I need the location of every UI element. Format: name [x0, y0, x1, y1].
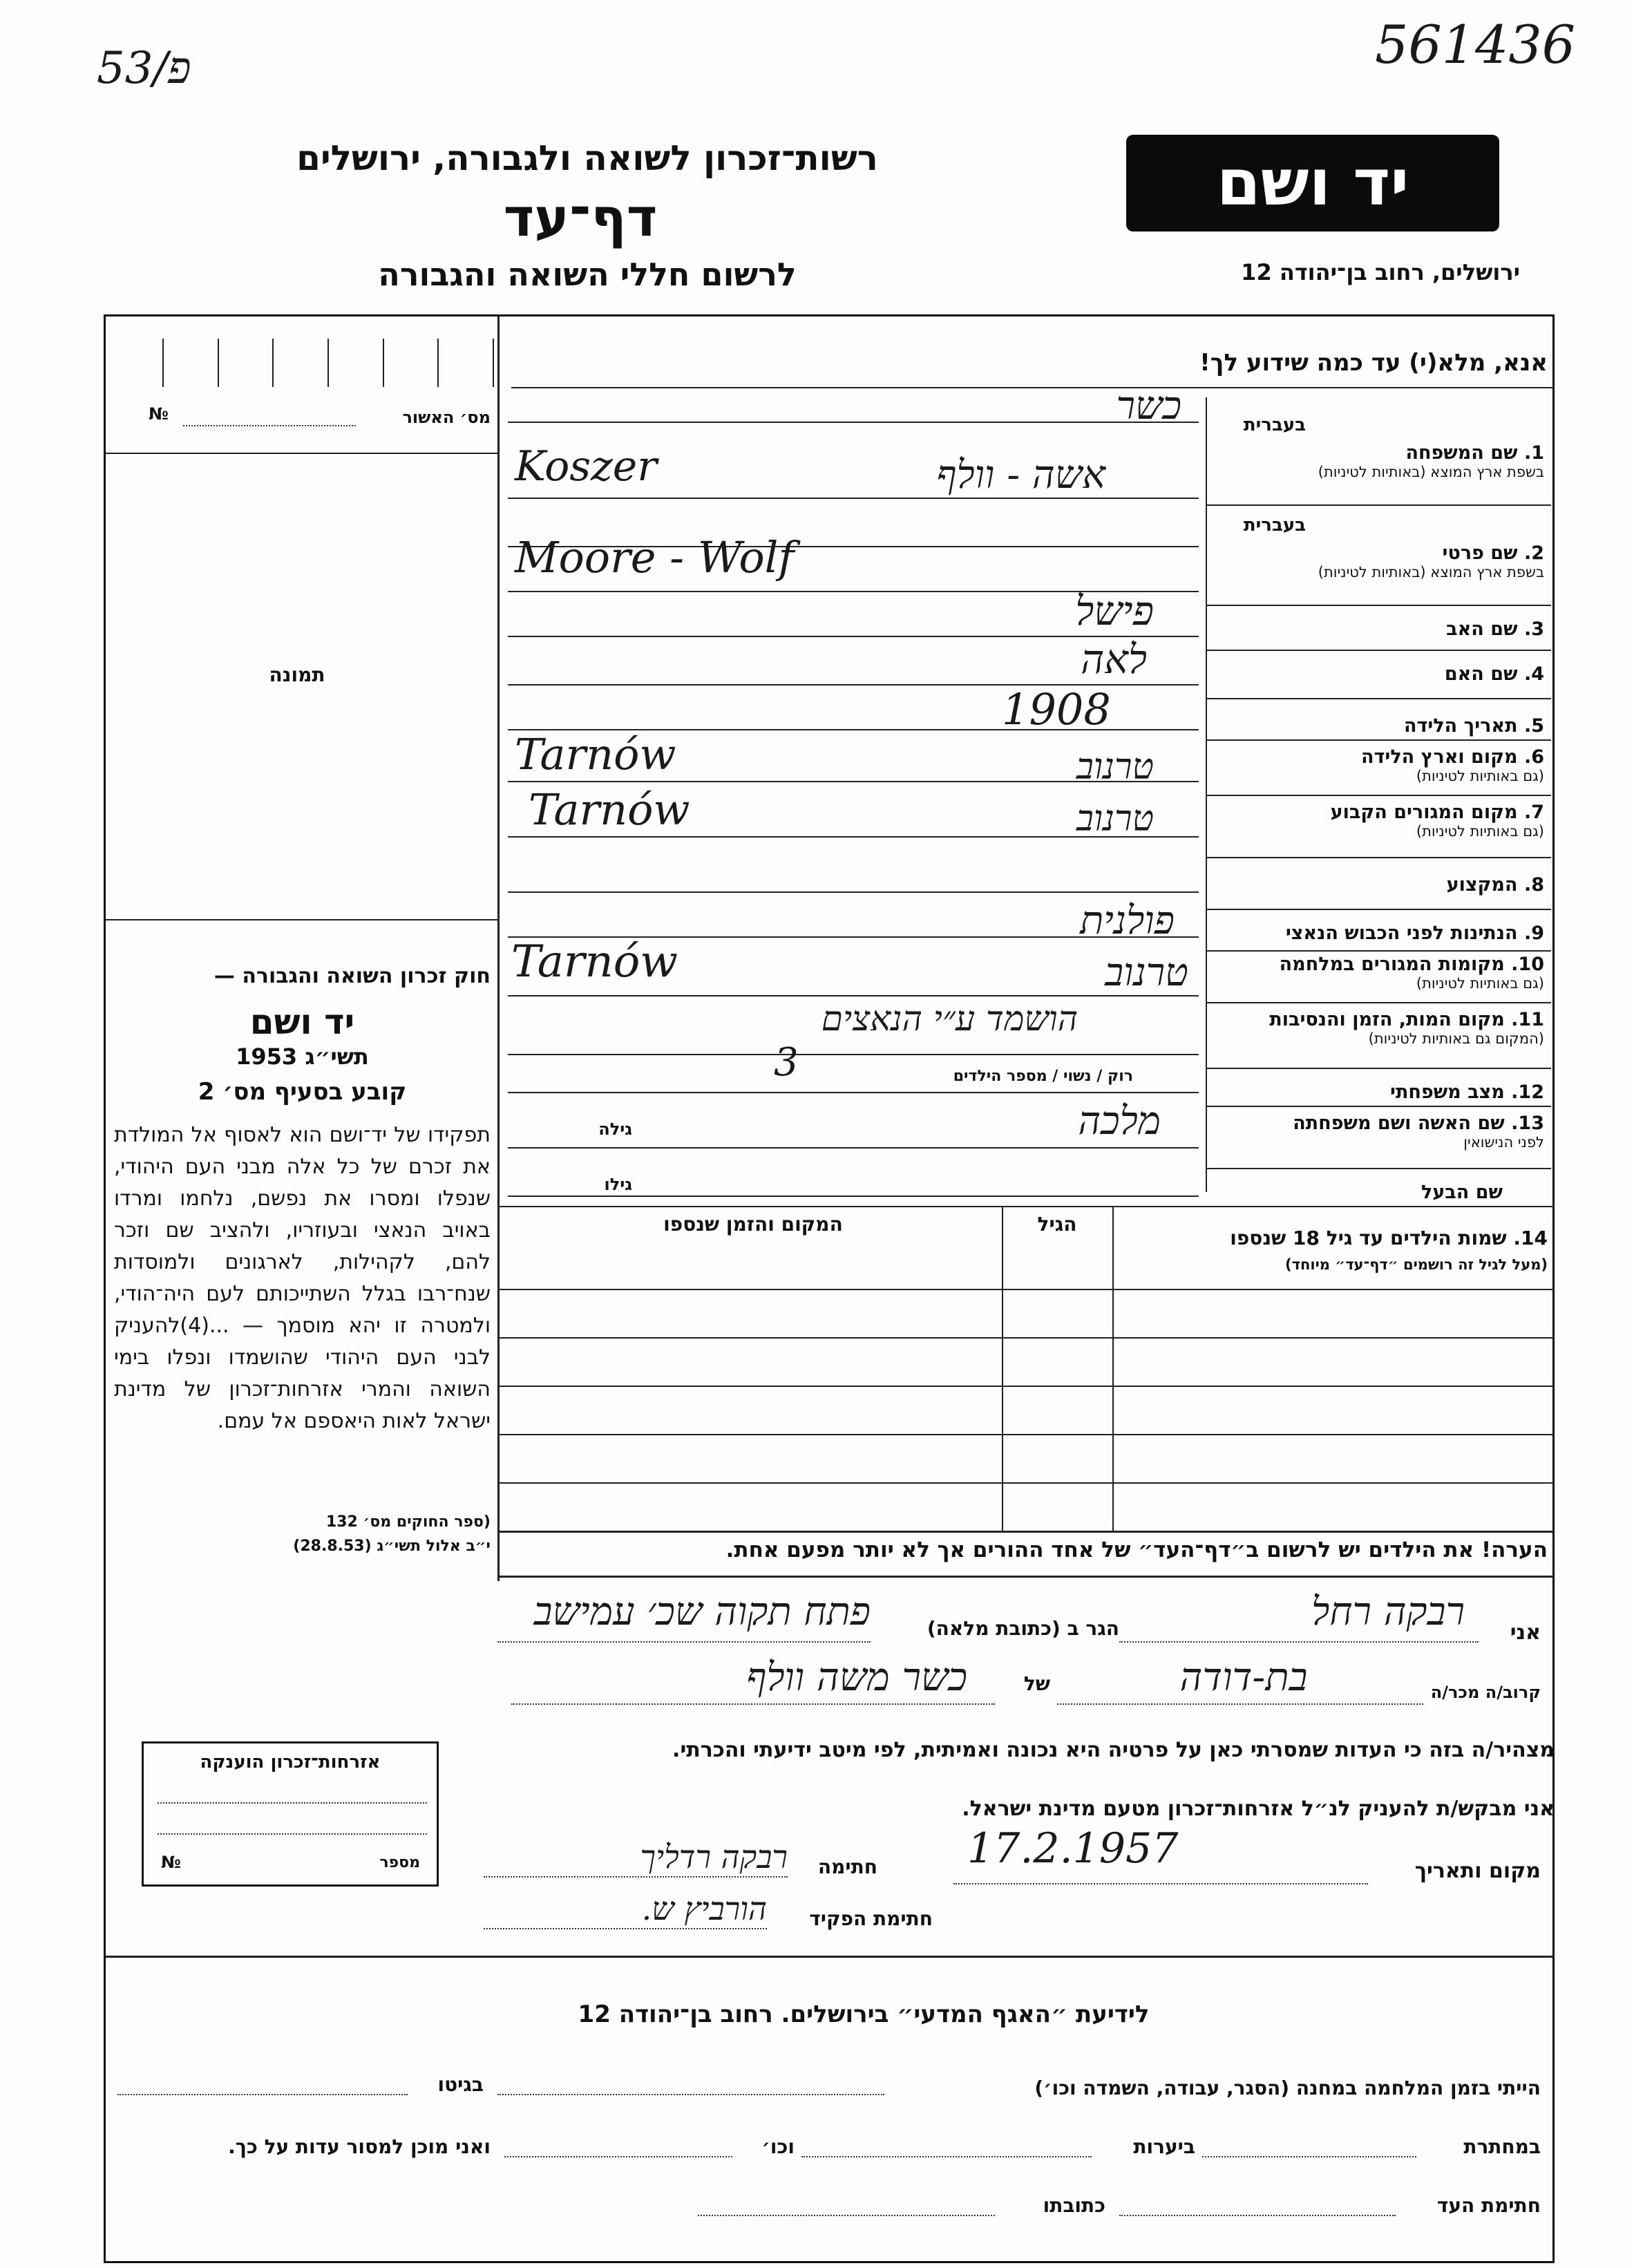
- field-11-label: 11. מקום המות, הזמן והנסיבות (המקום גם באותיות לטיניות): [1269, 1009, 1544, 1047]
- photo-label: תמונה: [269, 663, 325, 686]
- decl-relation: בת-דודה: [1179, 1655, 1308, 1700]
- field-3-label: 3. שם האב: [1446, 618, 1544, 640]
- law-title: חוק זכרון השואה והגבורה —: [213, 964, 491, 988]
- field-4-label: 4. שם האם: [1444, 663, 1544, 685]
- law-name: יד ושם: [249, 1002, 355, 1042]
- answer-residence-lat: Tarnów: [529, 784, 690, 835]
- law-year: תשי״ג 1953: [236, 1043, 369, 1070]
- answer-war-place-lat: Tarnów: [511, 936, 678, 987]
- field-9-label: 9. הנתינות לפני הכבוש הנאצי: [1285, 923, 1544, 944]
- info-line1-a: הייתי בזמן המלחמה במחנה (הסגר, עבודה, השמדה וכו׳): [1034, 2077, 1541, 2099]
- cert-box-number-mark: №: [161, 1853, 181, 1872]
- children-header-age: הגיל: [1037, 1213, 1077, 1236]
- law-section: קובע בסעיף מס׳ 2: [198, 1078, 407, 1106]
- answer-birth-date: 1908: [1002, 684, 1111, 735]
- decl-of-label: של: [1023, 1672, 1050, 1695]
- answer-birth-place-lat: Tarnów: [515, 729, 676, 779]
- answer-residence-he: טרנוב: [1076, 798, 1154, 840]
- law-source-2: י״ב אלול תשי״ג (28.8.53): [293, 1538, 491, 1555]
- corner-number-left: 53/פ: [97, 43, 191, 94]
- hebrew-col-header: בעברית: [1243, 415, 1306, 435]
- confirm-no-label: מס׳ האשור: [402, 408, 491, 427]
- field-12-label: 12. מצב משפחתי: [1390, 1081, 1544, 1103]
- decl-relation-label: קרוב/ה מכר/ה: [1430, 1683, 1541, 1702]
- decl-place-date-label: מקום ותאריך: [1414, 1859, 1541, 1883]
- answer-mother: לאה: [1081, 636, 1147, 683]
- decl-statement-1: מצהיר/ה בזה כי העדות שמסרתי כאן על פרטיה היא נכונה ואמיתית, לפי מיטב ידיעתי והכרתי.: [672, 1738, 1555, 1762]
- children-header-names: 14. שמות הילדים עד גיל 18 שנספו: [1230, 1227, 1548, 1249]
- info-line3-b: כתובתו: [1043, 2194, 1105, 2217]
- children-header-sub: (מעל לגיל זה רושמים ״דף־עד״ מיוחד): [1285, 1256, 1548, 1273]
- decl-name: רבקה רחל: [1311, 1589, 1465, 1634]
- hebrew-col-header-2: בעברית: [1243, 515, 1306, 536]
- husband-label: שם הבעל: [1421, 1182, 1503, 1203]
- age-label-f: גילה: [598, 1119, 632, 1139]
- address: ירושלים, רחוב בן־יהודה 12: [1241, 259, 1520, 285]
- law-body: תפקידו של יד־ושם הוא לאסוף אל המולדת את זכרם של כל אלה מבני העם היהודי, שנפלו ומסרו את נפשם, נלחמו ומרדו באויב הנאצי ובעוזריו, ולהציב שם וזכר להם, לקהילות, לארגונים ולמוסדות שנח־רבו בגלל השתייכותם לעם היה־הודי, ולמטרה זו יהא מוסמך — ...(4)להעניק לבני העם היהודי שהושמדו ונפלו בימי השואה והמרי אזרחות־זכרון של מדינת ישראל לאות היאספם אל עמם.: [114, 1123, 491, 1433]
- decl-signature-label: חתימה: [817, 1855, 877, 1878]
- decl-date: 17.2.1957: [967, 1824, 1179, 1873]
- yad-vashem-logo: [1126, 135, 1499, 231]
- authority-line: רשות־זכרון לשואה ולגבורה, ירושלים: [296, 138, 878, 178]
- decl-of-person: כשר משה וולף: [746, 1655, 967, 1700]
- answer-firstname-he: אשה - וולף: [936, 453, 1105, 498]
- decl-address: פתח תקוה שכ׳ עמישב: [533, 1589, 871, 1634]
- answer-surname-he: כשר: [1116, 384, 1181, 428]
- decl-clerk-signature: הורביץ ש.: [641, 1890, 767, 1927]
- answer-nationality: פולנית: [1080, 898, 1175, 943]
- field-10-label: 10. מקומות המגורים במלחמה (גם באותיות לטיניות): [1279, 954, 1544, 992]
- field-13-label: 13. שם האשה ושם משפחתה לפני הנישואין: [1293, 1113, 1544, 1151]
- form-subtitle: לרשום חללי השואה והגבורה: [378, 256, 797, 293]
- confirm-boxes: [162, 339, 494, 387]
- cert-box-number-label: מספר: [379, 1854, 420, 1871]
- answer-surname-lat: Koszer: [515, 442, 657, 491]
- children-header-place: המקום והזמן שנספו: [663, 1213, 843, 1236]
- decl-i-label: אני: [1510, 1620, 1541, 1645]
- decl-clerk-label: חתימת הפקיד: [809, 1907, 933, 1930]
- logo-text: יד ושם: [1216, 146, 1409, 220]
- answer-firstname-lat: Moore - Wolf: [515, 532, 795, 583]
- field-2-label: 2. שם פרטי בשפת ארץ המוצא (באותיות לטיניות): [1318, 542, 1544, 580]
- answer-birth-place-he: טרנוב: [1076, 746, 1154, 788]
- cert-box-title: אזרחות־זכרון הוענקה: [200, 1752, 381, 1773]
- answer-death: הושמד ע״י הנאצים: [821, 999, 1078, 1039]
- info-line2-a: במחתרת: [1463, 2135, 1541, 2158]
- answer-father: פישל: [1075, 587, 1154, 634]
- note: הערה! את הילדים יש לרשום ב״דף־העד״ של אחד ההורים אך לא יותר מפעם אחת.: [725, 1538, 1548, 1562]
- answer-children-count: 3: [774, 1040, 799, 1085]
- marital-hint: רוק / נשוי / מספר הילדים: [953, 1068, 1133, 1085]
- answer-war-place-he: טרנוב: [1105, 950, 1188, 995]
- form-title: דף־עד: [503, 187, 658, 248]
- info-line3-a: חתימת העד: [1436, 2194, 1541, 2217]
- instruction: אנא, מלא(י) עד כמה שידוע לך!: [1199, 349, 1548, 377]
- info-line2-b: ביערות: [1133, 2135, 1195, 2158]
- corner-number-right: 561436: [1375, 14, 1576, 75]
- info-line1-b: בגיטו: [437, 2073, 484, 2096]
- answer-wife-name: מלכה: [1078, 1099, 1161, 1144]
- field-8-label: 8. המקצוע: [1446, 874, 1544, 896]
- decl-signature: רבקה רדליך: [640, 1838, 788, 1875]
- field-1-label: 1. שם המשפחה בשפת ארץ המוצא (באותיות לטיניות): [1318, 442, 1544, 480]
- info-line2-d: ואני מוכן למסור עדות על כך.: [228, 2135, 491, 2158]
- field-7-label: 7. מקום המגורים הקבוע (גם באותיות לטיניות): [1330, 802, 1544, 840]
- info-line2-c: וכו׳: [761, 2135, 795, 2158]
- cert-box: [142, 1741, 439, 1887]
- confirm-no-mark: №: [149, 404, 169, 424]
- decl-resides-label: הגר ב (כתובת מלאה): [927, 1617, 1119, 1640]
- decl-statement-2: אני מבקש/ת להעניק לנ״ל אזרחות־זכרון מטעם מדינת ישראל.: [962, 1797, 1555, 1821]
- age-label-m: גילו: [604, 1175, 632, 1194]
- field-6-label: 6. מקום וארץ הלידה (גם באותיות לטיניות): [1360, 746, 1544, 784]
- info-title: לידיעת ״האגף המדעי״ בירושלים. רחוב בן־יהודה 12: [578, 2001, 1150, 2028]
- field-5-label: 5. תאריך הלידה: [1403, 715, 1544, 737]
- law-source-1: (ספר החוקים מס׳ 132: [325, 1513, 491, 1531]
